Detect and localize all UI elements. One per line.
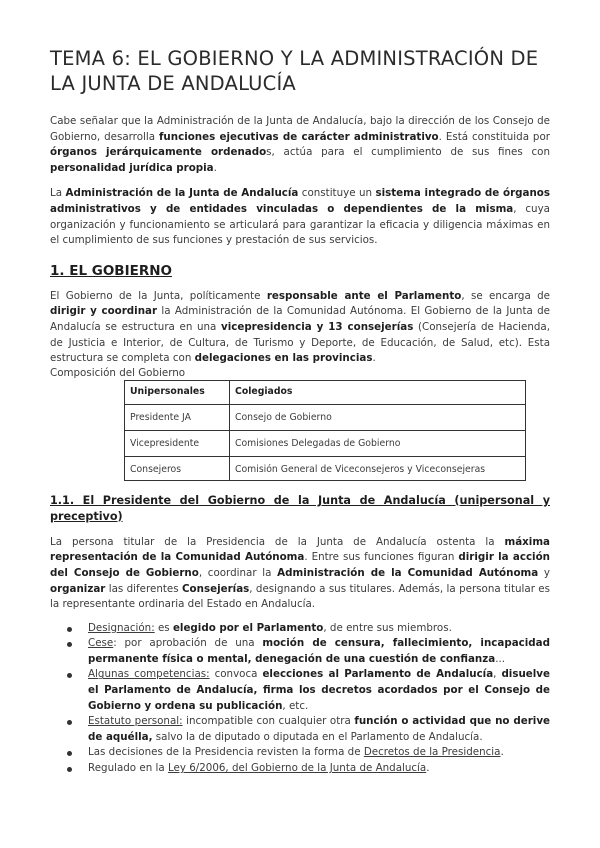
bullet-icon xyxy=(67,627,72,632)
bold-text: delegaciones en las provincias xyxy=(194,352,373,365)
bold-text: máxima representación de la Comunidad Autónoma xyxy=(50,535,550,564)
underlined-text: Cese xyxy=(88,637,114,650)
list-item xyxy=(50,621,550,637)
table-header: Unipersonales xyxy=(125,380,230,404)
text: las diferentes xyxy=(105,582,182,595)
text: . Entre sus funciones figuran xyxy=(304,551,459,564)
table-row xyxy=(125,404,526,430)
text: constituye un xyxy=(298,187,376,200)
table-cell: Vicepresidente xyxy=(125,430,230,456)
text: , se encarga de xyxy=(461,289,550,302)
list-item xyxy=(50,761,550,777)
table-row xyxy=(125,430,526,456)
text: . xyxy=(213,161,217,174)
bullet-icon xyxy=(67,642,72,647)
text: ... xyxy=(495,652,506,665)
bold-text: moción de censura, fallecimiento, incapacidad permanente física o mental, denegación de una cuestión de confianza xyxy=(88,637,550,665)
text: convoca xyxy=(209,668,263,681)
bold-text: organizar xyxy=(50,582,106,595)
table-cell: Consejeros xyxy=(125,456,230,480)
table-cell: Presidente JA xyxy=(125,404,230,430)
bullet-icon xyxy=(67,720,72,725)
page-title: TEMA 6: EL GOBIERNO Y LA ADMINISTRACIÓN DE LA JUNTA DE ANDALUCÍA xyxy=(50,47,539,95)
list-item xyxy=(50,636,550,667)
text: , coordinar la xyxy=(198,566,278,579)
underlined-text: Estatuto personal: xyxy=(88,715,183,728)
bold-text: sistema integrado de órganos administrativos y de entidades vinculadas o dependientes de la misma xyxy=(50,187,551,215)
bullet-icon xyxy=(67,751,72,756)
bold-text: funciones ejecutivas de carácter administrativo xyxy=(158,130,439,143)
table-header-row xyxy=(125,380,526,404)
underlined-text: Ley 6/2006, del Gobierno de la Junta de Andalucía xyxy=(167,762,427,775)
underlined-text: Algunas competencias: xyxy=(88,668,210,681)
bold-text: disuelve el Parlamento de Andalucía, firma los decretos acordados por el Consejo de Gobierno y ordena su publicación xyxy=(88,668,551,712)
bold-text: vicepresidencia y 13 consejerías xyxy=(220,320,414,333)
list-item xyxy=(50,745,550,761)
text: . xyxy=(426,762,430,775)
table-cell: Comisiones Delegadas de Gobierno xyxy=(230,430,526,456)
text: . xyxy=(500,746,504,759)
text: s, actúa para el cumplimiento de sus fines con xyxy=(266,146,550,159)
bold-text: órganos jerárquicamente ordenado xyxy=(50,146,267,159)
text: La persona titular de la Presidencia de la Junta de Andalucía ostenta la xyxy=(50,535,505,548)
text: : por aprobación de una xyxy=(113,637,263,650)
bold-text: función o actividad que no derive de aquélla, xyxy=(88,715,551,743)
bold-text: Administración de la Junta de Andalucía xyxy=(65,187,299,200)
underlined-text: Designación: xyxy=(88,621,155,634)
bullet-icon xyxy=(67,673,72,678)
section-heading-presidente: 1.1. El Presidente del Gobierno de la Junta de Andalucía (unipersonal y preceptivo) xyxy=(50,493,550,523)
text: , cuya organización y funcionamiento se articulará para garantizar la eficacia y diligencia máximas en el cumplimiento de sus funciones y prestación de sus servicios. xyxy=(50,202,550,247)
text: incompatible con cualquier otra xyxy=(182,715,355,728)
bold-text: elegido por el Parlamento xyxy=(172,621,324,634)
text: La xyxy=(50,187,66,200)
text: es xyxy=(154,621,173,634)
text: salvo la de diputado o diputada en el Parlamento de Andalucía. xyxy=(152,730,483,743)
text: Las decisiones de la Presidencia revisten la forma de xyxy=(88,746,364,759)
text: . Está constituida por xyxy=(438,130,550,143)
table-caption: Composición del Gobierno xyxy=(50,366,186,379)
intro-paragraph-1 xyxy=(50,114,550,176)
bold-text: responsable ante el Parlamento xyxy=(266,289,462,302)
table-cell: Comisión General de Viceconsejeros y Viceconsejeras xyxy=(230,456,526,480)
underlined-text: Decretos de la Presidencia xyxy=(363,746,501,759)
intro-paragraph-2 xyxy=(50,186,550,248)
text: (Consejería de Hacienda, de Justicia e Interior, de Cultura, de Turismo y Deporte, de Educación, de Salud, etc). Esta estructura se completa con xyxy=(50,320,551,365)
bold-text: Administración de la Comunidad Autónoma xyxy=(277,566,539,579)
text: y xyxy=(538,566,550,579)
text: , etc. xyxy=(282,699,309,712)
text: , de entre sus miembros. xyxy=(323,621,452,634)
bullet-icon xyxy=(67,767,72,772)
bold-text: personalidad jurídica propia xyxy=(50,161,214,174)
text: la Administración de la Comunidad Autónoma. El Gobierno de la Junta de Andalucía se estructura en una xyxy=(50,305,550,333)
composition-table xyxy=(124,380,526,481)
table-header: Colegiados xyxy=(230,380,526,404)
bold-text: dirigir y coordinar xyxy=(50,305,158,318)
section-heading-gobierno: 1. EL GOBIERNO xyxy=(50,262,173,279)
presidente-paragraph xyxy=(50,535,550,613)
text: El Gobierno de la Junta, políticamente xyxy=(50,289,267,302)
gobierno-paragraph xyxy=(50,289,550,367)
presidente-bullet-list xyxy=(50,621,550,777)
bold-text: elecciones al Parlamento de Andalucía xyxy=(262,668,494,681)
table-row xyxy=(125,456,526,480)
text: Cabe señalar que la Administración de la Junta de Andalucía, bajo la dirección de los Consejo de Gobierno, desarrolla xyxy=(50,115,550,143)
text: Regulado en la xyxy=(88,762,168,775)
list-item xyxy=(50,667,550,714)
text: , xyxy=(493,668,502,681)
bold-text: dirigir la acción del Consejo de Gobierno xyxy=(50,551,550,579)
text: . xyxy=(372,352,376,365)
bold-text: Consejerías xyxy=(182,582,250,595)
table-cell: Consejo de Gobierno xyxy=(230,404,526,430)
text: , designando a sus titulares. Además, la persona titular es la representante ordinaria del Estado en Andalucía. xyxy=(50,582,550,611)
list-item xyxy=(50,714,550,745)
